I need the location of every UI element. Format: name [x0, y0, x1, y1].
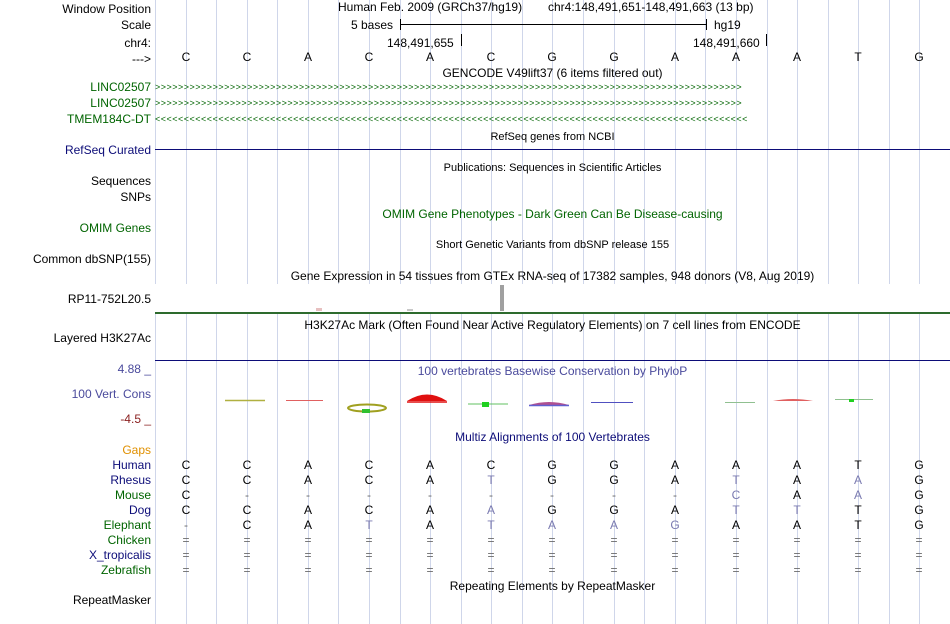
alignment-base: = — [487, 548, 495, 562]
alignment-base: C — [181, 458, 191, 472]
alignment-base: T — [487, 473, 495, 487]
alignment-base: = — [548, 548, 556, 562]
alignment-base: G — [609, 503, 619, 517]
alignment-base: = — [671, 548, 679, 562]
track-title-omim: OMIM Gene Phenotypes - Dark Green Can Be Disease-causing — [382, 207, 723, 221]
alignment-base: G — [609, 473, 619, 487]
alignment-base: - — [367, 488, 371, 502]
alignment-base: = — [182, 548, 190, 562]
species-label[interactable]: Rhesus — [110, 473, 151, 487]
alignment-base: G — [609, 458, 619, 472]
alignment-base: T — [732, 503, 740, 517]
label-chrom: chr4: — [124, 36, 151, 50]
alignment-base: = — [365, 548, 373, 562]
track-label-snps[interactable]: SNPs — [120, 190, 151, 204]
alignment-base: A — [303, 503, 312, 517]
alignment-base: - — [184, 518, 188, 532]
alignment-base: = — [610, 533, 618, 547]
alignment-base: = — [915, 533, 923, 547]
track-title-publications: Publications: Sequences in Scientific Articles — [443, 162, 662, 174]
base-letter: A — [425, 50, 434, 64]
alignment-base: G — [547, 473, 557, 487]
alignment-base: T — [793, 503, 801, 517]
alignment-base: G — [914, 518, 924, 532]
cons-axis-max: 4.88 _ — [117, 362, 151, 376]
track-label-layered-h3k27ac[interactable]: Layered H3K27Ac — [53, 331, 151, 345]
track-label-column — [0, 0, 156, 624]
alignment-base: = — [243, 563, 251, 577]
species-label[interactable]: Human — [112, 458, 151, 472]
alignment-base: T — [365, 518, 373, 532]
alignment-base: = — [793, 548, 801, 562]
track-title-gencode: GENCODE V49lift37 (6 items filtered out) — [442, 66, 663, 80]
alignment-base: A — [670, 473, 679, 487]
position-tick-mark — [461, 34, 462, 46]
scale-bar-tick-right — [706, 19, 707, 30]
phylop-mark — [849, 399, 854, 402]
alignment-base: = — [732, 548, 740, 562]
alignment-base: = — [365, 563, 373, 577]
alignment-base: A — [792, 518, 801, 532]
track-label-100-vert-cons[interactable]: 100 Vert. Cons — [71, 387, 151, 401]
gene-linc02507-b[interactable]: > > > > > > > > > > > > > > > > > > > > > > > > > > > > > > > > > > > > > > > > > > > > > > > > > > > > > > > > > > > > > > > > > > > > > > > > > > > > > > > > > > > > > > > > > > > > > > > > > > > > > > — [155, 99, 741, 107]
alignment-base: T — [854, 458, 862, 472]
alignment-base: = — [182, 533, 190, 547]
alignment-base: - — [245, 488, 249, 502]
track-label-gtex-gene[interactable]: RP11-752L20.5 — [67, 292, 151, 306]
gtex-bar[interactable] — [316, 308, 322, 311]
alignment-base: = — [548, 563, 556, 577]
alignment-base: A — [731, 518, 740, 532]
alignment-base: A — [425, 518, 434, 532]
species-label[interactable]: Chicken — [107, 533, 151, 547]
alignment-base: T — [854, 518, 862, 532]
alignment-base: A — [303, 458, 312, 472]
alignment-base: = — [671, 563, 679, 577]
position-label: chr4:148,491,651-148,491,663 (13 bp) — [548, 0, 754, 14]
scale-db-label: hg19 — [714, 18, 741, 32]
alignment-base: = — [243, 548, 251, 562]
alignment-base: A — [792, 473, 801, 487]
track-title-repeatmasker: Repeating Elements by RepeatMasker — [449, 579, 656, 593]
alignment-base: = — [854, 563, 862, 577]
refseq-gene-line[interactable] — [155, 149, 950, 150]
base-letter: G — [914, 50, 924, 64]
alignment-base: = — [304, 533, 312, 547]
alignment-base: C — [242, 473, 252, 487]
alignment-base: = — [243, 533, 251, 547]
track-title-h3k27ac: H3K27Ac Mark (Often Found Near Active Regulatory Elements) on 7 cell lines from ENCODE — [304, 318, 801, 332]
alignment-base: G — [547, 458, 557, 472]
scale-bar-tick-left — [400, 19, 401, 30]
alignment-base: = — [487, 533, 495, 547]
gtex-bar[interactable] — [407, 309, 413, 311]
label-scale: Scale — [120, 18, 151, 32]
assembly-label: Human Feb. 2009 (GRCh37/hg19) — [338, 0, 523, 14]
alignment-base: C — [181, 473, 191, 487]
cons-axis-min: -4.5 _ — [120, 412, 151, 426]
track-label-omim-genes[interactable]: OMIM Genes — [79, 221, 151, 235]
alignment-base: G — [670, 518, 680, 532]
alignment-base: C — [242, 458, 252, 472]
alignment-base: = — [610, 548, 618, 562]
track-label-repeatmasker[interactable]: RepeatMasker — [72, 593, 151, 607]
alignment-base: = — [793, 533, 801, 547]
phylop-mark — [773, 399, 813, 401]
alignment-base: = — [426, 563, 434, 577]
phylop-mark — [407, 395, 447, 402]
alignment-base: C — [364, 473, 374, 487]
alignment-base: = — [182, 563, 190, 577]
alignment-base: - — [306, 488, 310, 502]
alignment-base: C — [364, 503, 374, 517]
alignment-base: A — [303, 473, 312, 487]
alignment-base: C — [486, 458, 496, 472]
alignment-base: = — [854, 548, 862, 562]
alignment-base: = — [365, 533, 373, 547]
alignment-base: = — [304, 563, 312, 577]
alignment-base: C — [242, 503, 252, 517]
alignment-base: A — [425, 458, 434, 472]
scale-bar-line — [400, 24, 706, 25]
alignment-base: - — [428, 488, 432, 502]
phylop-plot[interactable] — [155, 390, 950, 416]
alignment-base: A — [792, 488, 801, 502]
alignment-base: A — [425, 503, 434, 517]
track-title-dbsnp: Short Genetic Variants from dbSNP release 155 — [435, 239, 670, 251]
alignment-base: = — [426, 548, 434, 562]
browser-track-area[interactable] — [155, 0, 950, 624]
alignment-base: = — [732, 533, 740, 547]
base-letter: C — [486, 50, 496, 64]
phylop-mark — [529, 402, 569, 405]
scale-bar-label: 5 bases — [351, 18, 394, 32]
alignment-base: = — [548, 533, 556, 547]
label-strand-arrow: ---> — [132, 52, 151, 66]
alignment-base: C — [181, 488, 191, 502]
position-tick-label: 148,491,660 — [693, 36, 760, 50]
species-label[interactable]: Dog — [128, 503, 151, 517]
alignment-base: G — [914, 503, 924, 517]
track-label-refseq-curated[interactable]: RefSeq Curated — [64, 143, 151, 157]
base-letter: A — [792, 50, 801, 64]
gene-tmem184c-dt[interactable]: < < < < < < < < < < < < < < < < < < < < < < < < < < < < < < < < < < < < < < < < < < < < < < < < < < < < < < < < < < < < < < < < < < < < < < < < < < < < < < < < < < < < < < < < < < < < < < < < < < < < < < < — [155, 115, 747, 123]
gene-linc02507-a[interactable]: > > > > > > > > > > > > > > > > > > > > > > > > > > > > > > > > > > > > > > > > > > > > > > > > > > > > > > > > > > > > > > > > > > > > > > > > > > > > > > > > > > > > > > > > > > > > > > > > > > > > > > — [155, 83, 741, 91]
alignment-base: A — [425, 473, 434, 487]
alignment-base: - — [550, 488, 554, 502]
alignment-base: A — [853, 488, 862, 502]
alignment-base: - — [612, 488, 616, 502]
alignment-base: G — [914, 488, 924, 502]
alignment-base: A — [731, 458, 740, 472]
base-letter: T — [854, 50, 862, 64]
alignment-base: A — [670, 503, 679, 517]
alignment-base: G — [547, 503, 557, 517]
track-title-phylop: 100 vertebrates Basewise Conservation by PhyloP — [417, 364, 688, 378]
alignment-base: = — [793, 563, 801, 577]
track-label-common-dbsnp[interactable]: Common dbSNP(155) — [32, 252, 151, 266]
alignment-base: - — [673, 488, 677, 502]
species-label[interactable]: Mouse — [114, 488, 151, 502]
track-label-linc02507-b[interactable]: LINC02507 — [90, 96, 151, 110]
base-letter: A — [731, 50, 740, 64]
gtex-plot-area[interactable] — [155, 284, 950, 312]
track-label-linc02507-a[interactable]: LINC02507 — [90, 80, 151, 94]
alignment-base: = — [610, 563, 618, 577]
alignment-base: G — [914, 473, 924, 487]
position-tick-label: 148,491,655 — [387, 36, 454, 50]
gtex-bar[interactable] — [500, 285, 504, 311]
alignment-base: = — [732, 563, 740, 577]
alignment-base: = — [671, 533, 679, 547]
species-label[interactable]: Elephant — [103, 518, 151, 532]
track-title-gtex: Gene Expression in 54 tissues from GTEx RNA-seq of 17382 samples, 948 donors (V8, Aug 2019) — [290, 269, 815, 283]
alignment-base: A — [670, 458, 679, 472]
alignment-base: T — [854, 503, 862, 517]
alignment-base: T — [487, 518, 495, 532]
alignment-base: C — [181, 503, 191, 517]
alignment-base: C — [242, 518, 252, 532]
alignment-base: = — [426, 533, 434, 547]
alignment-base: = — [915, 563, 923, 577]
position-tick-mark — [766, 34, 767, 46]
label-window-position: Window Position — [62, 2, 151, 16]
base-letter: A — [303, 50, 312, 64]
track-label-tmem184c-dt[interactable]: TMEM184C-DT — [66, 112, 151, 126]
alignment-base: A — [853, 473, 862, 487]
base-letter: C — [242, 50, 252, 64]
base-letter: G — [547, 50, 557, 64]
h3k27ac-baseline — [155, 360, 950, 361]
base-letter: C — [181, 50, 191, 64]
alignment-base: A — [486, 503, 495, 517]
track-label-gaps[interactable]: Gaps — [122, 443, 151, 457]
alignment-base: = — [854, 533, 862, 547]
alignment-base: = — [304, 548, 312, 562]
alignment-base: = — [487, 563, 495, 577]
track-title-refseq: RefSeq genes from NCBI — [490, 131, 615, 143]
species-label[interactable]: X_tropicalis — [88, 548, 151, 562]
base-letter: A — [670, 50, 679, 64]
species-label[interactable]: Zebrafish — [100, 563, 151, 577]
alignment-base: C — [731, 488, 741, 502]
phylop-mark — [362, 409, 370, 413]
alignment-base: A — [303, 518, 312, 532]
alignment-base: A — [792, 458, 801, 472]
alignment-base: A — [547, 518, 556, 532]
alignment-base: T — [732, 473, 740, 487]
alignment-base: G — [914, 458, 924, 472]
alignment-base: = — [915, 548, 923, 562]
phylop-mark — [482, 402, 489, 407]
gtex-baseline — [155, 312, 950, 314]
alignment-base: C — [364, 458, 374, 472]
alignment-base: A — [609, 518, 618, 532]
track-title-multiz: Multiz Alignments of 100 Vertebrates — [455, 430, 650, 444]
base-letter: G — [609, 50, 619, 64]
track-label-sequences[interactable]: Sequences — [90, 174, 151, 188]
base-letter: C — [364, 50, 374, 64]
alignment-base: - — [489, 488, 493, 502]
